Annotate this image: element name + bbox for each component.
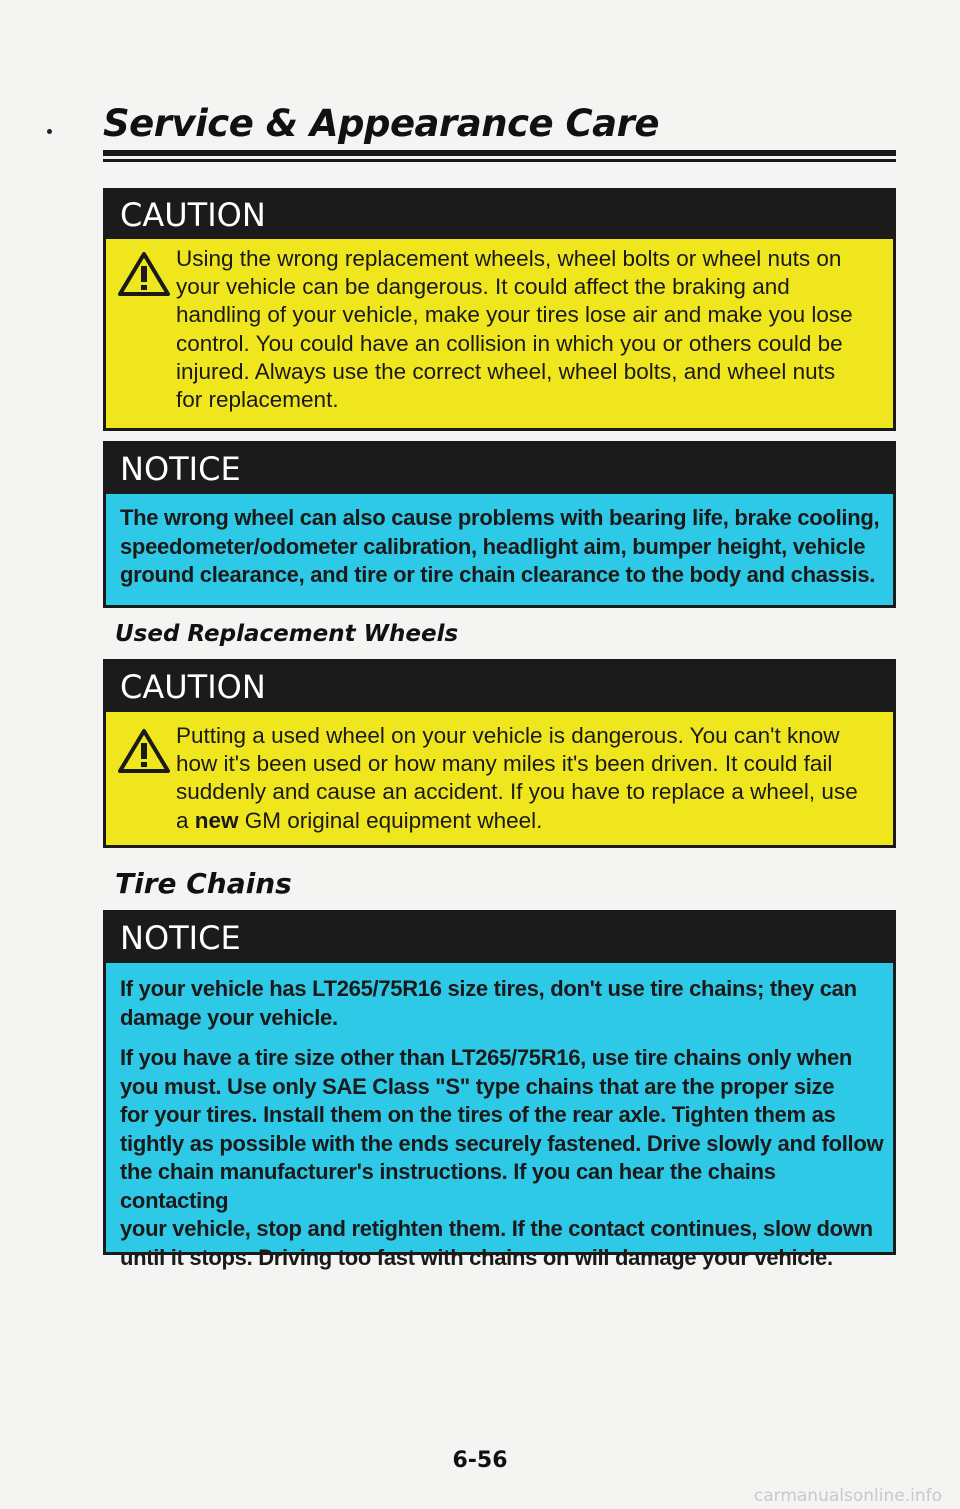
warning-triangle-icon <box>118 251 170 297</box>
text-line: Putting a used wheel on your vehicle is dangerous. You can't know <box>176 723 840 748</box>
section-heading-used-wheels: Used Replacement Wheels <box>115 621 459 647</box>
text-line: injured. Always use the correct wheel, wheel bolts, and wheel nuts <box>176 358 836 384</box>
text-line: how it's been used or how many miles it's been driven. It could fail <box>176 751 833 777</box>
notice-header: NOTICE <box>106 913 893 963</box>
emphasis-new: new <box>194 807 239 833</box>
text-line: handling of your vehicle, make your tires lose air and make you lose <box>176 302 853 328</box>
notice-box-tire-chains <box>103 910 896 1270</box>
header-rule <box>103 150 896 156</box>
section-heading-tire-chains: Tire Chains <box>115 867 292 900</box>
text-line: speedometer/odometer calibration, headlight aim, bumper height, vehicle <box>120 533 866 559</box>
caution-box-used-wheels <box>103 659 896 848</box>
page-number: 6-56 <box>452 1448 508 1473</box>
caution-body <box>106 712 893 845</box>
text-line: Using the wrong replacement wheels, wheel bolts or wheel nuts on <box>176 246 842 271</box>
text-line: control. You could have an collision in which you or others could be <box>176 330 843 356</box>
notice-body <box>106 494 893 605</box>
text-line: The wrong wheel can also cause problems with bearing life, brake cooling, <box>120 505 880 530</box>
text-line: for replacement. <box>176 387 339 413</box>
paragraph: If you have a tire size other than LT265/75R16, use tire chains only when you must. Use only SAE Class "S" type chains that are the proper size for your tires. Install them on the tires of the rear axle. Tighten them as tightly as possible with the ends securely fastened. Drive slowly and follow the chain manufacturer's instructions. If you can hear the chains contacting your vehicle, stop and retighten them. If the contact continues, slow down until it stops. Driving too fast with chains on will damage your vehicle. <box>120 1045 884 1270</box>
text-line: suddenly and cause an accident. If you have to replace a wheel, use <box>176 779 858 805</box>
notice-text <box>120 504 885 590</box>
caution-header: CAUTION <box>106 191 893 239</box>
watermark: carmanualsonline.info <box>753 1486 942 1506</box>
caution-box-wrong-wheels <box>103 188 896 431</box>
notice-box-wheel-problems <box>103 441 896 608</box>
page-title: Service & Appearance Care <box>103 102 659 145</box>
caution-text <box>176 245 883 414</box>
paragraph: If your vehicle has LT265/75R16 size tires, don't use tire chains; they can damage your vehicle. <box>120 976 857 1030</box>
notice-text <box>120 975 885 1272</box>
caution-text <box>176 722 883 835</box>
caution-header: CAUTION <box>106 662 893 712</box>
header-rule-thin <box>103 159 896 162</box>
text-line: a new GM original equipment wheel. <box>176 807 543 833</box>
text-line: your vehicle can be dangerous. It could affect the braking and <box>176 274 790 300</box>
notice-header: NOTICE <box>106 444 893 494</box>
notice-body <box>106 963 893 1270</box>
caution-body <box>106 239 893 428</box>
page-bullet-mark <box>47 129 52 134</box>
text-line: ground clearance, and tire or tire chain clearance to the body and chassis. <box>120 562 876 587</box>
warning-triangle-icon <box>118 728 170 774</box>
